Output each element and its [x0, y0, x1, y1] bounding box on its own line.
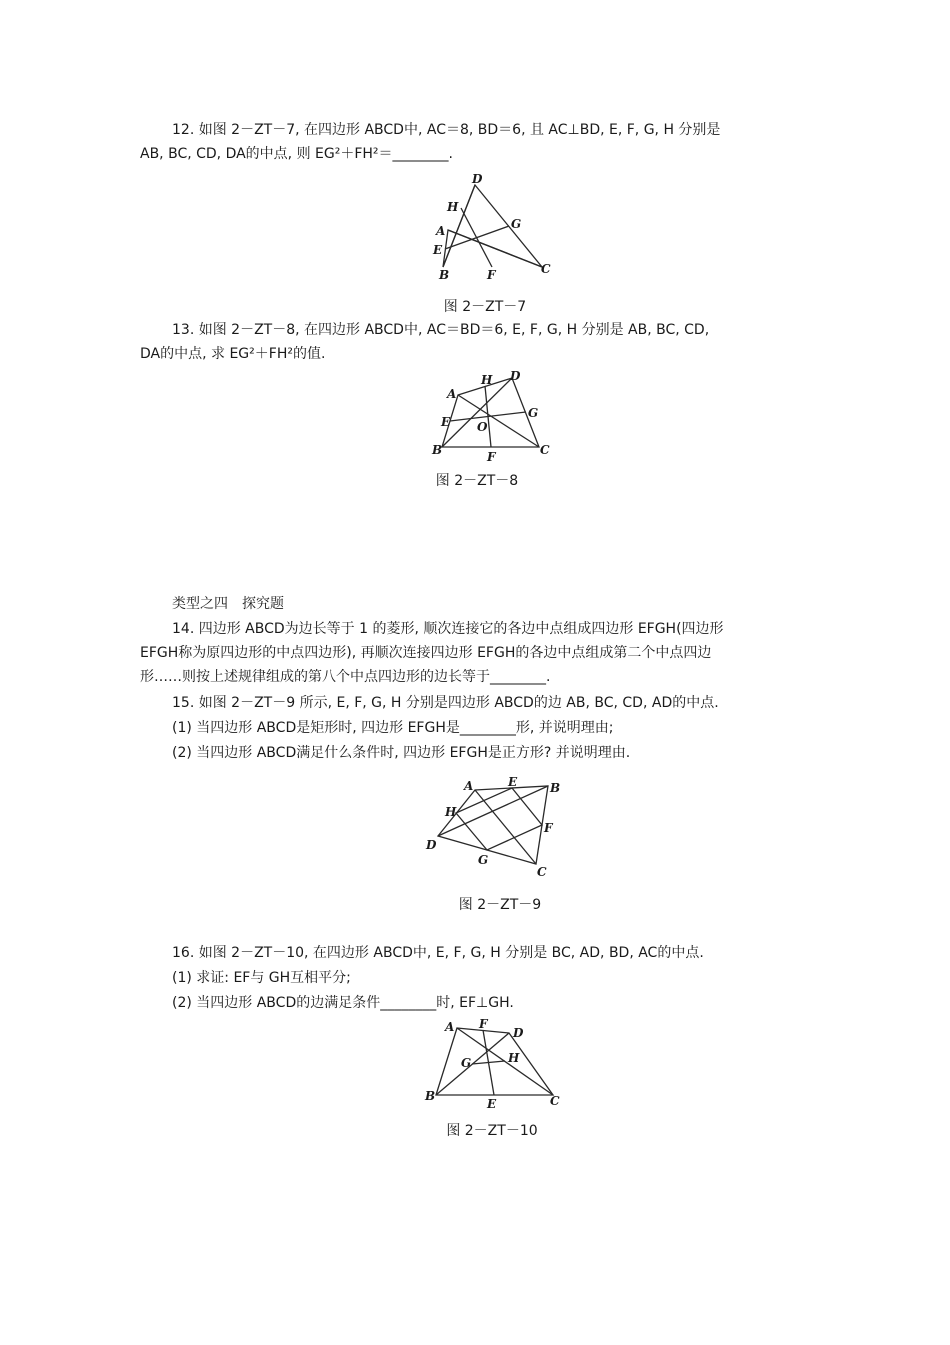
- problem-15-line-1: 15. 如图 2－ZT－9 所示, E, F, G, H 分别是四边形 ABCD的边 AB, BC, CD, AD的中点.: [172, 695, 719, 711]
- label-d: D: [513, 1026, 524, 1040]
- label-g: G: [461, 1056, 472, 1070]
- diagonal-ac: [458, 395, 539, 447]
- label-f: F: [479, 1017, 488, 1031]
- figure-2-zt-8: [425, 368, 565, 463]
- label-b: B: [432, 443, 443, 457]
- label-f: F: [487, 268, 496, 282]
- quadrilateral-abcd: [443, 185, 542, 267]
- problem-15-line-2: (1) 当四边形 ABCD是矩形时, 四边形 EFGH是________形, 并说明理由;: [172, 720, 614, 736]
- label-d: D: [472, 172, 483, 186]
- label-c: C: [537, 865, 547, 879]
- problem-14-line-1: 14. 四边形 ABCD为边长等于 1 的菱形, 顺次连接它的各边中点组成四边形 EFGH(四边形: [172, 621, 724, 637]
- label-b: B: [425, 1089, 436, 1103]
- problem-16-line-1: 16. 如图 2－ZT－10, 在四边形 ABCD中, E, F, G, H 分别是 BC, AD, BD, AC的中点.: [172, 945, 704, 961]
- caption-figure-2-zt-7: 图 2－ZT－7: [443, 299, 527, 315]
- label-g: G: [478, 853, 489, 867]
- label-g: G: [511, 217, 522, 231]
- problem-14-line-2: EFGH称为原四边形的中点四边形), 再顺次连接四边形 EFGH的各边中点组成第二个中点四边: [140, 645, 712, 661]
- problem-16-line-3: (2) 当四边形 ABCD的边满足条件________时, EF⊥GH.: [172, 995, 514, 1011]
- figure-2-zt-10: [420, 1018, 570, 1113]
- caption-figure-2-zt-8: 图 2－ZT－8: [435, 473, 519, 489]
- label-d: D: [510, 369, 521, 383]
- label-h: H: [481, 373, 493, 387]
- label-h: H: [447, 200, 459, 214]
- caption-figure-2-zt-9: 图 2－ZT－9: [458, 897, 542, 913]
- figure-2-zt-9: [420, 772, 570, 884]
- label-f: F: [544, 821, 553, 835]
- problem-14-line-3: 形……则按上述规律组成的第八个中点四边形的边长等于________.: [140, 669, 551, 685]
- label-b: B: [439, 268, 450, 282]
- label-h: H: [508, 1051, 520, 1065]
- label-c: C: [541, 262, 551, 276]
- label-a: A: [447, 387, 457, 401]
- problem-13-line-1: 13. 如图 2－ZT－8, 在四边形 ABCD中, AC＝BD＝6, E, F, G, H 分别是 AB, BC, CD,: [172, 322, 710, 338]
- caption-figure-2-zt-10: 图 2－ZT－10: [446, 1123, 538, 1139]
- label-c: C: [550, 1094, 560, 1108]
- label-e: E: [508, 775, 518, 789]
- problem-12-line-1: 12. 如图 2－ZT－7, 在四边形 ABCD中, AC＝8, BD＝6, 且 AC⊥BD, E, F, G, H 分别是: [172, 122, 721, 138]
- label-d: D: [426, 838, 437, 852]
- label-f: F: [487, 450, 496, 464]
- label-g: G: [528, 406, 539, 420]
- label-a: A: [436, 224, 446, 238]
- label-c: C: [540, 443, 550, 457]
- label-o: O: [477, 420, 488, 434]
- problem-12-line-2: AB, BC, CD, DA的中点, 则 EG²＋FH²＝________.: [140, 146, 453, 162]
- label-e: E: [433, 243, 443, 257]
- problem-16-line-2: (1) 求证: EF与 GH互相平分;: [172, 970, 351, 986]
- diagonal-ac: [448, 230, 542, 267]
- label-b: B: [550, 781, 561, 795]
- label-a: A: [445, 1020, 455, 1034]
- problem-15-line-3: (2) 当四边形 ABCD满足什么条件时, 四边形 EFGH是正方形? 并说明理由.: [172, 745, 631, 761]
- section-title: 类型之四 探究题: [172, 596, 284, 612]
- label-a: A: [464, 779, 474, 793]
- label-e: E: [487, 1097, 497, 1111]
- quadrilateral-abcd: [438, 786, 548, 864]
- figure-2-zt-7: [425, 172, 565, 287]
- label-e: E: [441, 415, 451, 429]
- problem-13-line-2: DA的中点, 求 EG²＋FH²的值.: [140, 346, 326, 362]
- label-h: H: [445, 805, 457, 819]
